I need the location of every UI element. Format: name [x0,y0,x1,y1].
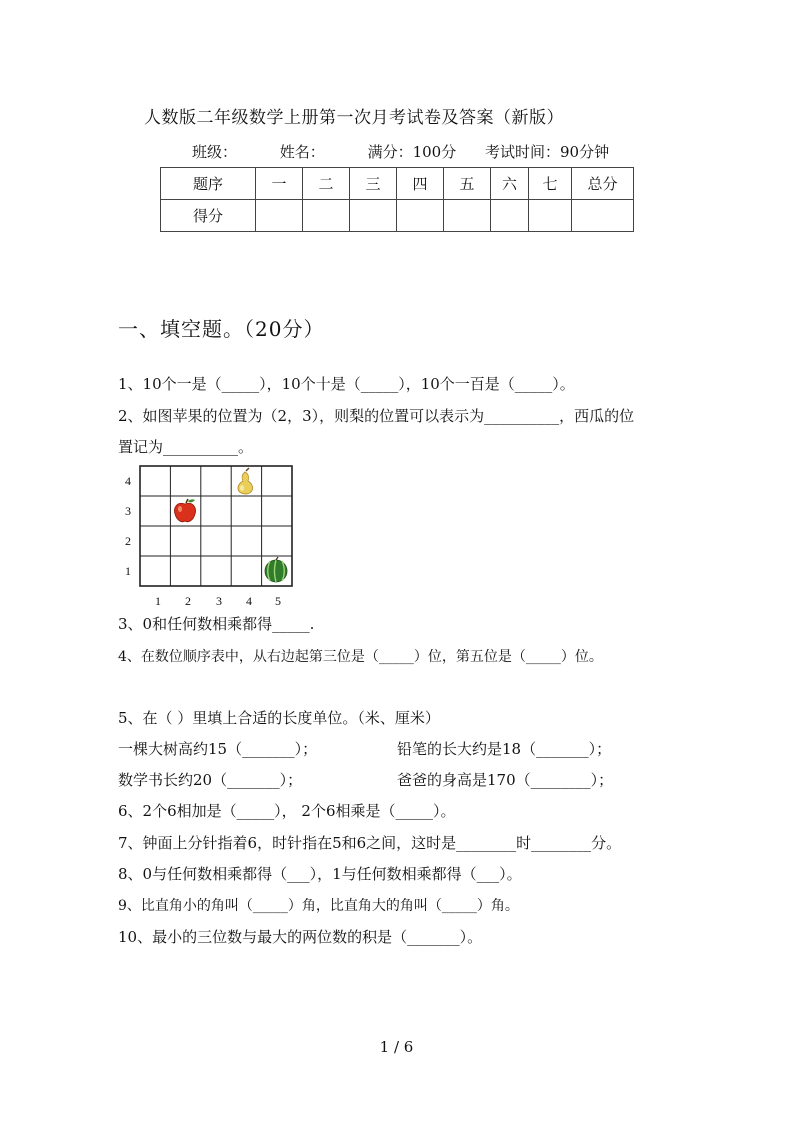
score-header-cell: 七 [529,168,572,200]
score-cell[interactable] [303,200,350,232]
class-label: 班级： [192,143,238,161]
page-number: 1 / 6 [379,1038,414,1056]
score-row-label: 得分 [161,200,256,232]
score-header-cell: 六 [491,168,529,200]
score-table [160,167,634,232]
exam-time: 考试时间：90分钟 [485,143,610,161]
score-header-cell: 二 [303,168,350,200]
score-table-score-row [161,200,634,232]
question-5-b: 铅笔的长大约是18（_______）； [397,740,612,758]
x-axis-label: 2 [185,594,191,608]
exam-info [192,141,609,162]
score-cell[interactable] [491,200,529,232]
apple-icon [174,499,195,522]
score-cell[interactable] [444,200,491,232]
full-score: 满分：100分 [367,143,457,161]
question-5-a: 一棵大树高约15（_______）； [118,740,318,758]
x-axis-label: 5 [275,594,281,608]
score-header-cell: 总分 [572,168,634,200]
question-10: 10、最小的三位数与最大的两位数的积是（_______）。 [118,928,483,946]
y-axis-label: 1 [125,564,131,578]
score-table-header-row [161,168,634,200]
question-2-line-2: 置记为__________。 [118,438,254,456]
score-header-cell: 三 [350,168,397,200]
score-cell[interactable] [256,200,303,232]
x-axis-label: 1 [155,594,161,608]
x-axis-label: 3 [216,594,222,608]
score-cell[interactable] [350,200,397,232]
coordinate-grid [118,463,298,613]
section-1-title: 一、填空题。（20分） [118,317,325,341]
score-cell[interactable] [572,200,634,232]
y-axis-label: 3 [125,504,131,518]
score-header-cell: 四 [397,168,444,200]
question-1: 1、10个一是（_____），10个十是（_____），10个一百是（_____）。 [118,375,575,393]
score-header-cell: 五 [444,168,491,200]
watermelon-icon [265,557,287,582]
question-6: 6、2个6相加是（_____）， 2个6相乘是（_____）。 [118,802,456,820]
x-axis-label: 4 [246,594,252,608]
question-7: 7、钟面上分针指着6，时针指在5和6之间，这时是________时________分。 [118,834,622,852]
coordinate-grid-svg [118,463,298,613]
question-9: 9、比直角小的角叫（_____）角，比直角大的角叫（_____）角。 [118,898,519,914]
name-label: 姓名： [279,143,325,161]
page-title: 人数版二年级数学上册第一次月考试卷及答案（新版） [144,108,564,128]
question-8: 8、0与任何数相乘都得（___），1与任何数相乘都得（___）。 [118,865,522,883]
question-2-line-1: 2、如图苹果的位置为（2，3），则梨的位置可以表示为__________，西瓜的位 [118,407,635,425]
question-5: 5、在（ ）里填上合适的长度单位。（米、厘米） [118,709,440,727]
pear-icon [238,468,253,494]
question-4: 4、在数位顺序表中，从右边起第三位是（_____）位，第五位是（_____）位。 [118,649,603,665]
y-axis-label: 4 [125,474,131,488]
score-header-cell: 一 [256,168,303,200]
score-header-cell: 题序 [161,168,256,200]
score-cell[interactable] [397,200,444,232]
question-5-d: 爸爸的身高是170（________）； [397,771,614,789]
question-5-c: 数学书长约20（_______）； [118,771,303,789]
y-axis-label: 2 [125,534,131,548]
question-3: 3、0和任何数相乘都得_____. [118,615,315,633]
score-cell[interactable] [529,200,572,232]
